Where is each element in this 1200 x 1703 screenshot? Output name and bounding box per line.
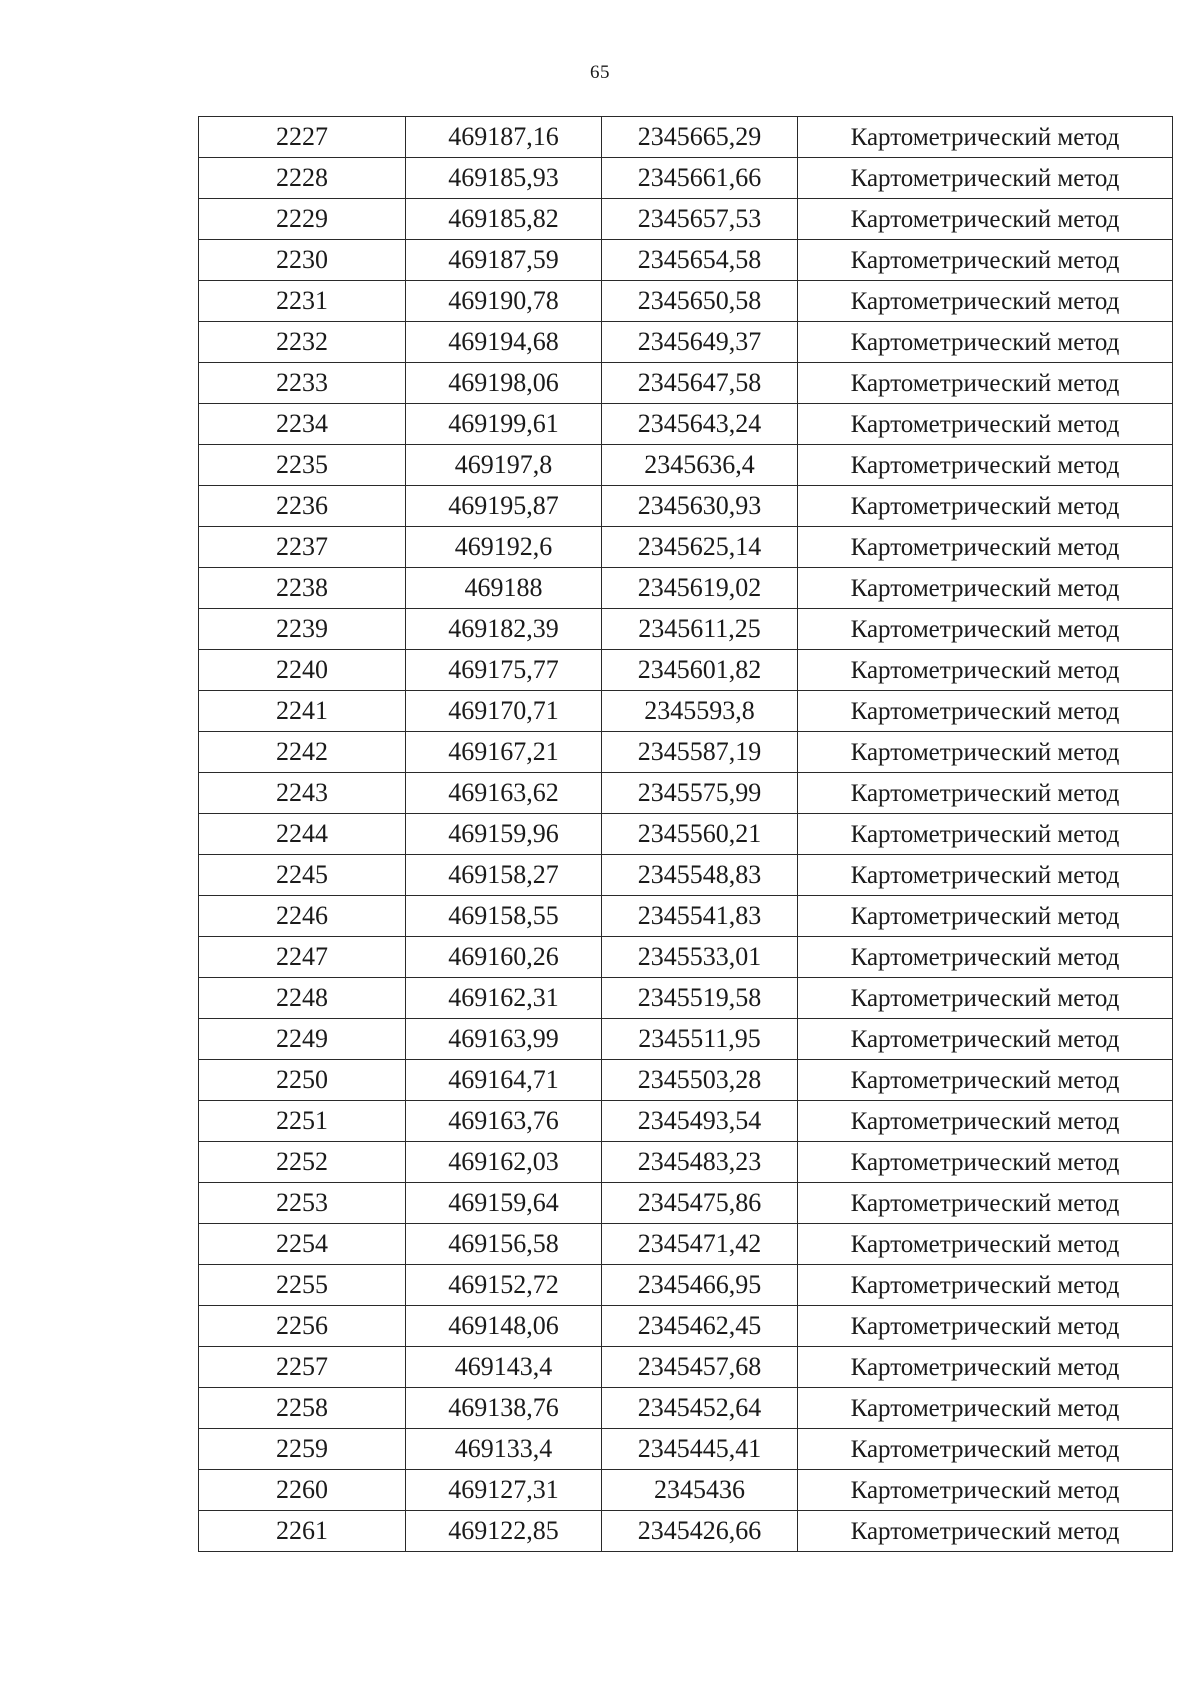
method-cell: Картометрический метод xyxy=(798,527,1173,568)
table-row xyxy=(199,773,1173,814)
x-coordinate-cell: 469159,64 xyxy=(406,1183,602,1224)
x-coordinate-cell: 469163,62 xyxy=(406,773,602,814)
coordinates-table-body xyxy=(199,117,1173,1552)
y-coordinate-cell: 2345483,23 xyxy=(602,1142,798,1183)
method-cell: Картометрический метод xyxy=(798,322,1173,363)
point-number-cell: 2239 xyxy=(199,609,406,650)
x-coordinate-cell: 469198,06 xyxy=(406,363,602,404)
y-coordinate-cell: 2345457,68 xyxy=(602,1347,798,1388)
x-coordinate-cell: 469185,93 xyxy=(406,158,602,199)
y-coordinate-cell: 2345452,64 xyxy=(602,1388,798,1429)
method-cell: Картометрический метод xyxy=(798,1265,1173,1306)
point-number-cell: 2261 xyxy=(199,1511,406,1552)
method-cell: Картометрический метод xyxy=(798,978,1173,1019)
table-row xyxy=(199,404,1173,445)
method-cell: Картометрический метод xyxy=(798,691,1173,732)
method-cell: Картометрический метод xyxy=(798,1388,1173,1429)
table-row xyxy=(199,1060,1173,1101)
x-coordinate-cell: 469122,85 xyxy=(406,1511,602,1552)
y-coordinate-cell: 2345519,58 xyxy=(602,978,798,1019)
point-number-cell: 2251 xyxy=(199,1101,406,1142)
point-number-cell: 2241 xyxy=(199,691,406,732)
x-coordinate-cell: 469187,59 xyxy=(406,240,602,281)
y-coordinate-cell: 2345636,4 xyxy=(602,445,798,486)
method-cell: Картометрический метод xyxy=(798,773,1173,814)
y-coordinate-cell: 2345654,58 xyxy=(602,240,798,281)
x-coordinate-cell: 469159,96 xyxy=(406,814,602,855)
y-coordinate-cell: 2345611,25 xyxy=(602,609,798,650)
y-coordinate-cell: 2345647,58 xyxy=(602,363,798,404)
method-cell: Картометрический метод xyxy=(798,650,1173,691)
table-row xyxy=(199,486,1173,527)
table-row xyxy=(199,1470,1173,1511)
method-cell: Картометрический метод xyxy=(798,568,1173,609)
table-row xyxy=(199,445,1173,486)
point-number-cell: 2258 xyxy=(199,1388,406,1429)
point-number-cell: 2247 xyxy=(199,937,406,978)
method-cell: Картометрический метод xyxy=(798,404,1173,445)
table-row xyxy=(199,363,1173,404)
y-coordinate-cell: 2345511,95 xyxy=(602,1019,798,1060)
point-number-cell: 2237 xyxy=(199,527,406,568)
point-number-cell: 2246 xyxy=(199,896,406,937)
x-coordinate-cell: 469148,06 xyxy=(406,1306,602,1347)
table-row xyxy=(199,527,1173,568)
y-coordinate-cell: 2345601,82 xyxy=(602,650,798,691)
method-cell: Картометрический метод xyxy=(798,1183,1173,1224)
x-coordinate-cell: 469190,78 xyxy=(406,281,602,322)
method-cell: Картометрический метод xyxy=(798,158,1173,199)
x-coordinate-cell: 469187,16 xyxy=(406,117,602,158)
point-number-cell: 2236 xyxy=(199,486,406,527)
method-cell: Картометрический метод xyxy=(798,1224,1173,1265)
table-row xyxy=(199,1265,1173,1306)
point-number-cell: 2254 xyxy=(199,1224,406,1265)
table-row xyxy=(199,650,1173,691)
y-coordinate-cell: 2345630,93 xyxy=(602,486,798,527)
y-coordinate-cell: 2345650,58 xyxy=(602,281,798,322)
point-number-cell: 2245 xyxy=(199,855,406,896)
point-number-cell: 2252 xyxy=(199,1142,406,1183)
table-row xyxy=(199,609,1173,650)
y-coordinate-cell: 2345560,21 xyxy=(602,814,798,855)
method-cell: Картометрический метод xyxy=(798,1060,1173,1101)
page-number: 65 xyxy=(590,62,610,83)
coordinates-table xyxy=(198,116,1173,1552)
table-row xyxy=(199,855,1173,896)
method-cell: Картометрический метод xyxy=(798,937,1173,978)
table-row xyxy=(199,814,1173,855)
table-row xyxy=(199,1183,1173,1224)
point-number-cell: 2242 xyxy=(199,732,406,773)
method-cell: Картометрический метод xyxy=(798,1101,1173,1142)
y-coordinate-cell: 2345471,42 xyxy=(602,1224,798,1265)
point-number-cell: 2232 xyxy=(199,322,406,363)
method-cell: Картометрический метод xyxy=(798,1511,1173,1552)
point-number-cell: 2238 xyxy=(199,568,406,609)
table-row xyxy=(199,732,1173,773)
method-cell: Картометрический метод xyxy=(798,896,1173,937)
method-cell: Картометрический метод xyxy=(798,199,1173,240)
table-row xyxy=(199,322,1173,363)
table-row xyxy=(199,896,1173,937)
method-cell: Картометрический метод xyxy=(798,1347,1173,1388)
x-coordinate-cell: 469160,26 xyxy=(406,937,602,978)
y-coordinate-cell: 2345657,53 xyxy=(602,199,798,240)
y-coordinate-cell: 2345548,83 xyxy=(602,855,798,896)
method-cell: Картометрический метод xyxy=(798,732,1173,773)
table-row xyxy=(199,199,1173,240)
y-coordinate-cell: 2345475,86 xyxy=(602,1183,798,1224)
y-coordinate-cell: 2345541,83 xyxy=(602,896,798,937)
y-coordinate-cell: 2345575,99 xyxy=(602,773,798,814)
x-coordinate-cell: 469152,72 xyxy=(406,1265,602,1306)
table-row xyxy=(199,281,1173,322)
point-number-cell: 2240 xyxy=(199,650,406,691)
table-row xyxy=(199,240,1173,281)
y-coordinate-cell: 2345665,29 xyxy=(602,117,798,158)
x-coordinate-cell: 469195,87 xyxy=(406,486,602,527)
point-number-cell: 2233 xyxy=(199,363,406,404)
method-cell: Картометрический метод xyxy=(798,240,1173,281)
x-coordinate-cell: 469162,03 xyxy=(406,1142,602,1183)
x-coordinate-cell: 469162,31 xyxy=(406,978,602,1019)
table-row xyxy=(199,978,1173,1019)
x-coordinate-cell: 469133,4 xyxy=(406,1429,602,1470)
y-coordinate-cell: 2345649,37 xyxy=(602,322,798,363)
method-cell: Картометрический метод xyxy=(798,814,1173,855)
table-row xyxy=(199,1306,1173,1347)
method-cell: Картометрический метод xyxy=(798,609,1173,650)
table-row xyxy=(199,1429,1173,1470)
method-cell: Картометрический метод xyxy=(798,1470,1173,1511)
y-coordinate-cell: 2345625,14 xyxy=(602,527,798,568)
y-coordinate-cell: 2345445,41 xyxy=(602,1429,798,1470)
table-row xyxy=(199,1142,1173,1183)
point-number-cell: 2249 xyxy=(199,1019,406,1060)
y-coordinate-cell: 2345661,66 xyxy=(602,158,798,199)
y-coordinate-cell: 2345587,19 xyxy=(602,732,798,773)
x-coordinate-cell: 469143,4 xyxy=(406,1347,602,1388)
x-coordinate-cell: 469127,31 xyxy=(406,1470,602,1511)
point-number-cell: 2253 xyxy=(199,1183,406,1224)
y-coordinate-cell: 2345643,24 xyxy=(602,404,798,445)
x-coordinate-cell: 469158,55 xyxy=(406,896,602,937)
y-coordinate-cell: 2345619,02 xyxy=(602,568,798,609)
method-cell: Картометрический метод xyxy=(798,445,1173,486)
y-coordinate-cell: 2345466,95 xyxy=(602,1265,798,1306)
x-coordinate-cell: 469170,71 xyxy=(406,691,602,732)
table-row xyxy=(199,1347,1173,1388)
point-number-cell: 2250 xyxy=(199,1060,406,1101)
method-cell: Картометрический метод xyxy=(798,281,1173,322)
table-row xyxy=(199,937,1173,978)
point-number-cell: 2260 xyxy=(199,1470,406,1511)
x-coordinate-cell: 469167,21 xyxy=(406,732,602,773)
table-row xyxy=(199,1019,1173,1060)
y-coordinate-cell: 2345436 xyxy=(602,1470,798,1511)
point-number-cell: 2244 xyxy=(199,814,406,855)
y-coordinate-cell: 2345503,28 xyxy=(602,1060,798,1101)
table-row xyxy=(199,691,1173,732)
table-row xyxy=(199,1224,1173,1265)
table-row xyxy=(199,117,1173,158)
x-coordinate-cell: 469175,77 xyxy=(406,650,602,691)
point-number-cell: 2231 xyxy=(199,281,406,322)
x-coordinate-cell: 469156,58 xyxy=(406,1224,602,1265)
method-cell: Картометрический метод xyxy=(798,486,1173,527)
point-number-cell: 2255 xyxy=(199,1265,406,1306)
method-cell: Картометрический метод xyxy=(798,1306,1173,1347)
table-row xyxy=(199,1511,1173,1552)
x-coordinate-cell: 469163,99 xyxy=(406,1019,602,1060)
x-coordinate-cell: 469188 xyxy=(406,568,602,609)
y-coordinate-cell: 2345426,66 xyxy=(602,1511,798,1552)
method-cell: Картометрический метод xyxy=(798,363,1173,404)
x-coordinate-cell: 469182,39 xyxy=(406,609,602,650)
x-coordinate-cell: 469199,61 xyxy=(406,404,602,445)
point-number-cell: 2227 xyxy=(199,117,406,158)
table-row xyxy=(199,1388,1173,1429)
point-number-cell: 2256 xyxy=(199,1306,406,1347)
table-row xyxy=(199,1101,1173,1142)
x-coordinate-cell: 469192,6 xyxy=(406,527,602,568)
x-coordinate-cell: 469197,8 xyxy=(406,445,602,486)
point-number-cell: 2229 xyxy=(199,199,406,240)
table-row xyxy=(199,568,1173,609)
x-coordinate-cell: 469194,68 xyxy=(406,322,602,363)
method-cell: Картометрический метод xyxy=(798,855,1173,896)
x-coordinate-cell: 469185,82 xyxy=(406,199,602,240)
method-cell: Картометрический метод xyxy=(798,117,1173,158)
y-coordinate-cell: 2345493,54 xyxy=(602,1101,798,1142)
x-coordinate-cell: 469138,76 xyxy=(406,1388,602,1429)
x-coordinate-cell: 469158,27 xyxy=(406,855,602,896)
point-number-cell: 2230 xyxy=(199,240,406,281)
point-number-cell: 2234 xyxy=(199,404,406,445)
method-cell: Картометрический метод xyxy=(798,1142,1173,1183)
table-row xyxy=(199,158,1173,199)
point-number-cell: 2228 xyxy=(199,158,406,199)
y-coordinate-cell: 2345462,45 xyxy=(602,1306,798,1347)
x-coordinate-cell: 469163,76 xyxy=(406,1101,602,1142)
point-number-cell: 2259 xyxy=(199,1429,406,1470)
point-number-cell: 2257 xyxy=(199,1347,406,1388)
point-number-cell: 2248 xyxy=(199,978,406,1019)
method-cell: Картометрический метод xyxy=(798,1019,1173,1060)
y-coordinate-cell: 2345593,8 xyxy=(602,691,798,732)
method-cell: Картометрический метод xyxy=(798,1429,1173,1470)
point-number-cell: 2243 xyxy=(199,773,406,814)
point-number-cell: 2235 xyxy=(199,445,406,486)
y-coordinate-cell: 2345533,01 xyxy=(602,937,798,978)
x-coordinate-cell: 469164,71 xyxy=(406,1060,602,1101)
